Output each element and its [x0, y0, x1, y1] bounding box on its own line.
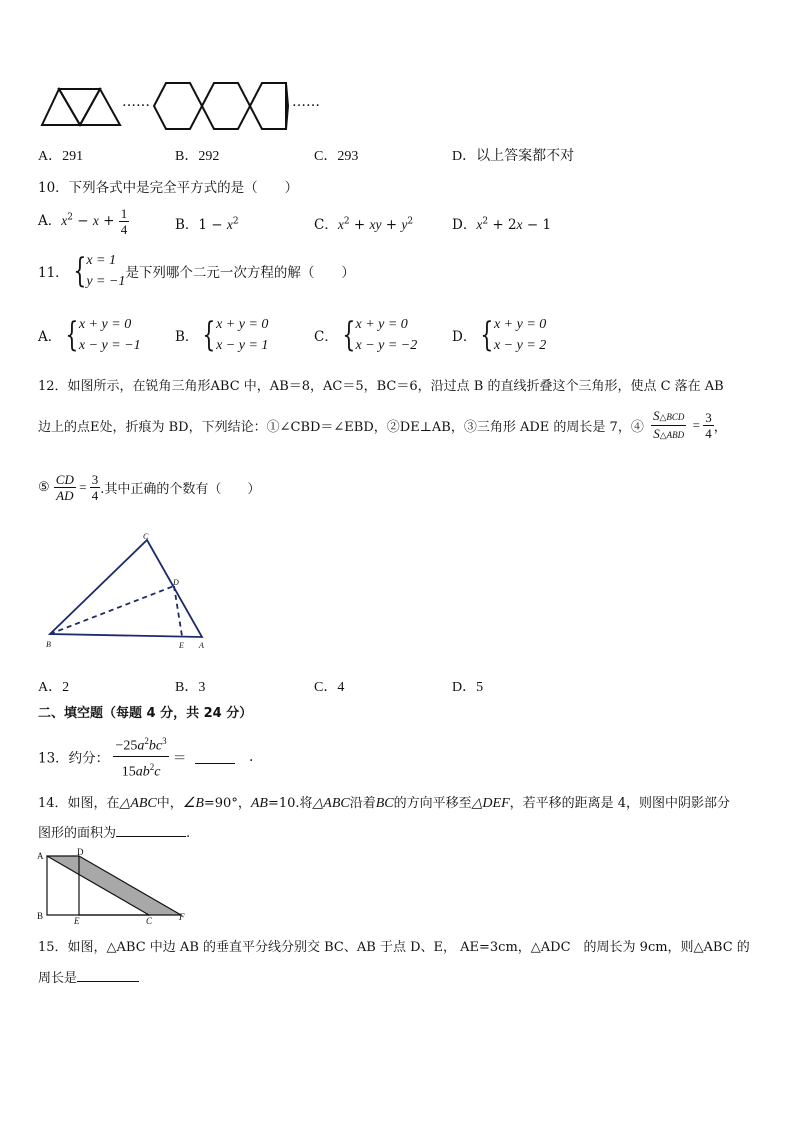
q14-line2-text: 图形的面积为	[38, 826, 117, 841]
q11-option-a-label: A．	[38, 329, 62, 345]
q12-line3-text: .其中正确的个数有（ ）	[100, 482, 261, 497]
q14-text-b: 中，	[156, 796, 183, 811]
q11-option-c-label: C．	[314, 329, 338, 345]
q10-option-b-label: B．	[175, 217, 199, 233]
q15-line2	[38, 967, 139, 986]
q11-b-bot: x − y = 1	[216, 338, 269, 353]
q14-translation-figure	[34, 848, 194, 924]
q10-option-c-label: C．	[314, 217, 338, 233]
label-c: C	[143, 532, 149, 541]
q14-text-e: 沿着	[349, 796, 376, 811]
q11-stem-text: 是下列哪个二元一次方程的解（ ）	[125, 265, 355, 281]
q11-option-d-label: D．	[452, 329, 477, 345]
q11-option-b-label: B．	[175, 329, 199, 345]
pattern-dots-2: ……	[292, 94, 320, 110]
triangle-pattern-figure	[38, 85, 128, 127]
label-b: B	[37, 911, 44, 921]
brace-icon: {	[73, 251, 86, 291]
q10-option-d-label: D．	[452, 217, 477, 233]
q14-text-c: =90°，	[203, 796, 251, 811]
brace-icon: {	[480, 315, 494, 355]
q13	[38, 734, 253, 779]
q12-option-b[interactable]: B．3	[175, 680, 206, 695]
q11-stem	[38, 250, 355, 292]
q14-text-a: 14．如图，在	[38, 796, 120, 811]
label-b: B	[46, 640, 51, 649]
q14-line2	[38, 822, 190, 841]
brace-icon: {	[65, 315, 79, 355]
q14-text-f: 的方向平移至	[393, 796, 472, 811]
q13-end: .	[249, 748, 254, 765]
segment-ratio-fraction: $\frac{CD}{AD}$	[55, 472, 74, 503]
label-a: A	[199, 641, 204, 650]
q15-answer-blank[interactable]	[77, 968, 139, 982]
q14-line2-end: .	[186, 826, 191, 841]
brace-icon: {	[202, 315, 216, 355]
q13-answer-blank[interactable]	[195, 749, 235, 764]
q10-option-d[interactable]: D．$x^2 + 2x - 1$	[452, 216, 552, 233]
pattern-dots-1: ……	[122, 94, 150, 110]
q14-line1: 14．如图，在△ABC中，∠B=90°，AB=10.将△ABC沿着BC的方向平移至△DEF，若平移的距离是 4，则图中阴影部分	[38, 796, 731, 811]
q11-a-top: x + y = 0	[78, 317, 132, 332]
q15-line2-text: 周长是	[38, 971, 78, 986]
q11-d-bot: x − y = 2	[493, 338, 547, 353]
q11-c-bot: x − y = −2	[355, 338, 418, 353]
q11-sys-top: x = 1	[86, 253, 116, 268]
q9-option-a[interactable]: A．291	[38, 149, 84, 164]
label-f: F	[179, 912, 185, 922]
q11-option-b[interactable]	[175, 314, 268, 356]
label-d: D	[173, 578, 179, 587]
q14-text-d: =10.将	[267, 796, 313, 811]
q12-line3: ⑤ $\frac{CD}{AD}$ = $\frac{3}{4}$ .其中正确的个数有（ ）	[38, 472, 261, 503]
label-c: C	[146, 916, 153, 924]
q12-line2-text: 边上的点E处，折痕为 BD，下列结论：①∠CBD＝∠EBD，②DE⊥AB，③三角形 ADE 的周长是 7，④	[38, 420, 644, 435]
q10-stem: 10．下列各式中是完全平方式的是（ ）	[38, 180, 299, 196]
q10-option-b[interactable]: B．$1 - x^2$	[175, 216, 239, 233]
area-ratio-fraction: $\frac{\text{S△BCD}}{\text{S△ABD}}$	[652, 408, 685, 441]
q12-option-c[interactable]: C．4	[314, 680, 345, 695]
q12-line2-end: ，	[713, 420, 727, 435]
q13-fraction: $\frac{-25a^2bc^3}{15ab^2c}$	[115, 736, 167, 780]
q12-circle5: ⑤	[38, 480, 50, 495]
q10-option-a-label: A．	[38, 213, 62, 229]
q9-option-d[interactable]: D．以上答案都不对	[452, 149, 575, 164]
q12-option-d[interactable]: D．5	[452, 680, 484, 695]
q14-answer-blank[interactable]	[116, 823, 186, 837]
label-a: A	[37, 851, 44, 861]
q12-option-a[interactable]: A．2	[38, 680, 70, 695]
q12-line2: 边上的点E处，折痕为 BD，下列结论：①∠CBD＝∠EBD，②DE⊥AB，③三角形 ADE 的周长是 7，④ $\frac{\text{S△BCD}}{\text{S△ABD}}$ = $\frac{3}{4}$ ，	[38, 408, 727, 441]
hexagon-pattern-figure	[150, 77, 290, 135]
q11-c-top: x + y = 0	[355, 317, 408, 332]
q10-option-a[interactable]: A．$x^2 - x$ + $\frac{1}{4}$	[38, 206, 128, 237]
q11-option-c[interactable]	[314, 314, 417, 356]
label-e: E	[179, 641, 184, 650]
section-2-heading: 二、填空题（每题 4 分，共 24 分）	[38, 706, 253, 721]
q11-number: 11．	[38, 265, 69, 281]
q11-b-top: x + y = 0	[216, 317, 269, 332]
q12-triangle-figure	[40, 530, 215, 655]
label-e: E	[74, 916, 80, 924]
q13-pre: 13．约分：	[38, 750, 110, 767]
q10-option-c[interactable]: C．$x^2$ + xy + $y^2$	[314, 216, 414, 233]
q11-option-d[interactable]	[452, 314, 546, 356]
q11-d-top: x + y = 0	[493, 317, 547, 332]
q12-line1: 12．如图所示，在锐角三角形ABC 中，AB＝8，AC＝5，BC＝6，沿过点 B 的直线折叠这个三角形，使点 C 落在 AB	[38, 379, 724, 394]
q9-option-c[interactable]: C．293	[314, 149, 359, 164]
label-d: D	[77, 848, 84, 857]
q15-line1: 15．如图，△ABC 中边 AB 的垂直平分线分别交 BC、AB 于点 D、E， AE=3cm，△ADC 的周长为 9cm，则△ABC 的	[38, 940, 750, 955]
q11-a-bot: x − y = −1	[78, 338, 141, 353]
q11-sys-bot: y = −1	[86, 274, 126, 289]
q13-equals: ＝	[172, 750, 187, 767]
brace-icon: {	[342, 315, 356, 355]
q11-option-a[interactable]	[38, 314, 141, 356]
q9-option-b[interactable]: B．292	[175, 149, 220, 164]
q14-text-g: ，若平移的距离是 4，则图中阴影部分	[509, 796, 731, 811]
